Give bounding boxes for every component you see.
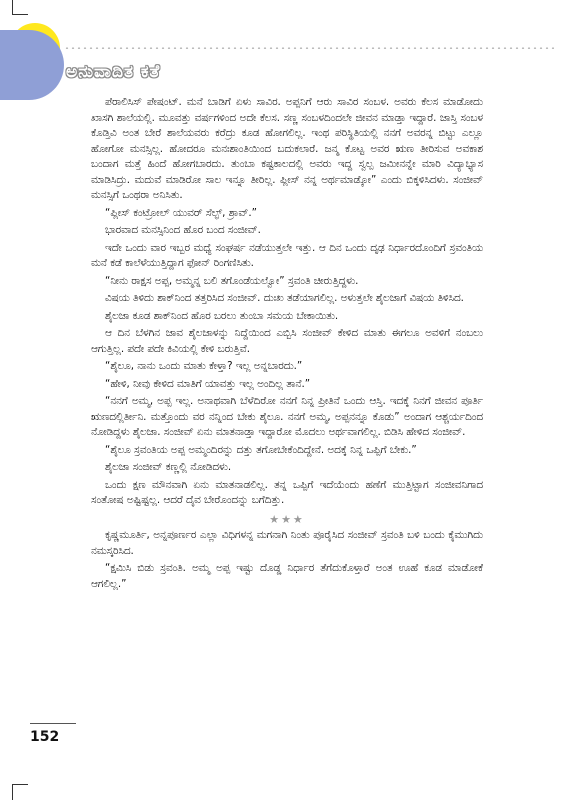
story-paragraph: “ನನಗೆ ಅಮ್ಮ, ಅಪ್ಪ ಇಲ್ಲ. ಅನಾಥವಾಗಿ ಬೆಳೆದಿರೋ ನನಗೆ ನಿನ್ನ ಪ್ರೀತಿನೆ ಒಂದು ಆಸ್ತಿ. ಇದಕ್ಕೆ ನಿನಗೆ ಜೀವನ ಪೂರ್ತಿ ಋಣದಲ್ಲಿರ್ತೀನಿ. ಮತ್ತೊಂದು ವರ ನನ್ನಿಂದ ಬೇಕು ಶೈಲೂ. ನನಗೆ ಅಮ್ಮ, ಅಪ್ಪನನ್ನೂ ಕೊಡು” ಅಂದಾಗ ಆಶ್ಚರ್ಯದಿಂದ ನೋಡಿದ್ದಳು ಶೈಲಜಾ. ಸಂಜೀವ್ ಏನು ಮಾತನಾಡ್ತಾ ಇದ್ದಾರೋ ಮೊದಲು ಅರ್ಥವಾಗಲಿಲ್ಲ. ಬಿಡಿಸಿ ಹೇಳಿದ ಸಂಜೀವ್. <box>91 395 483 438</box>
story-paragraph: ಒಂದು ಕ್ಷಣ ಮೌನವಾಗಿ ಏನು ಮಾತನಾಡಲಿಲ್ಲ. ತನ್ನ ಒಪ್ಪಿಗೆ ಇದೆಯೆಂದು ಹಣೆಗೆ ಮುತ್ತಿಟ್ಟಾಗ ಸಂಜೀವನಿಗಾದ ಸಂತೋಷ ಅಷ್ಟಿಷ್ಟಲ್ಲ. ಆದರೆ ದೈವ ಬೇರೊಂದನ್ನು ಬಗೆದಿತ್ತು. <box>91 478 483 506</box>
crop-mark-top <box>12 0 13 14</box>
story-paragraph: “ಶೈಲೂ, ನಾನು ಒಂದು ಮಾತು ಕೇಳ್ತಾ? ಇಲ್ಲ ಅನ್ನಬಾರದು.” <box>105 360 303 372</box>
story-paragraph: ಭಾರವಾದ ಮನಸ್ಸಿನಿಂದ ಹೊರ ಬಂದ ಸಂಜೀವ್. <box>105 224 261 236</box>
story-paragraph: ಶೈಲಜಾ ಕೂಡ ಶಾಕ್‌ನಿಂದ ಹೊರ ಬರಲು ತುಂಬಾ ಸಮಯ ಬೇಕಾಯಿತು. <box>105 309 339 322</box>
story-paragraph: ಆ ದಿನ ಬೆಳಗಿನ ಜಾವ ಶೈಲಜಾಳನ್ನು ನಿದ್ದೆಯಿಂದ ಎಬ್ಬಿಸಿ ಸಂಜೀವ್ ಕೇಳಿದ ಮಾತು ಈಗಲೂ ಅವಳಿಗೆ ನಂಬಲು ಆಗುತ್ತಿಲ್ಲ. ಪದೇ ಪದೇ ಕಿವಿಯಲ್ಲಿ ಕೇಳಿ ಬರುತ್ತಿವೆ. <box>91 327 483 355</box>
story-paragraph: “ಪ್ಲೀಸ್ ಕಂಟ್ರೋಲ್ ಯುವರ್ ಸೆಲ್ಫ್, ಶ್ರಾವ್.” <box>105 206 257 219</box>
story-paragraph: ಪೆರಾಲಿಸಿಸ್ ಪೇಷಂಟ್. ಮನೆ ಬಾಡಿಗೆ ಏಳು ಸಾವಿರ. ಅಪ್ಪನಿಗೆ ಆರು ಸಾವಿರ ಸಂಬಳ. ಅವರು ಕೆಲಸ ಮಾಡೋದು ಖಾಸಗಿ ಶಾಲೆಯಲ್ಲಿ. ಮೂವತ್ತು ವರ್ಷಗಳಿಂದ ಅದೇ ಕೆಲಸ. ಸಣ್ಣ ಸಂಬಳದಿಂದಲೇ ಜೀವನ ಮಾಡ್ತಾ ಇದ್ದಾರೆ. ಜಾಸ್ತಿ ಸಂಬಳ ಕೊಡ್ತಿವಿ ಅಂತ ಬೇರೆ ಶಾಲೆಯವರು ಕರೆದ್ರು ಕೂಡ ಹೋಗಲಿಲ್ಲ. ಇಂಥ ಪರಿಸ್ಥಿತಿಯಲ್ಲಿ ನನಗೆ ಅವರನ್ನ ಬಿಟ್ಟು ಎಲ್ಲೂ ಹೋಗೋ ಮನಸ್ಸಿಲ್ಲ. ಹೋದರೂ ಮನಃಶಾಂತಿಯಿಂದ ಬದುಕಲಾರೆ. ಜನ್ಮ ಕೊಟ್ಟ ಅವರ ಋಣ ತೀರಿಸುವ ಅವಕಾಶ ಬಂದಾಗ ಮತ್ತೆ ಹಿಂದೆ ಹೋಗಬಾರದು. ತುಂಬಾ ಕಷ್ಟಕಾಲದಲ್ಲಿ ಅವರು ಇದ್ದ ಸ್ವಲ್ಪ ಜಮೀನನ್ನೇ ಮಾರಿ ವಿದ್ಯಾಭ್ಯಾಸ ಮಾಡಿಸಿದ್ರು. ಮದುವೆ ಮಾಡಿರೋ ಸಾಲ ಇನ್ನೂ ತೀರಿಲ್ಲ. ಪ್ಲೀಸ್ ನನ್ನ ಅರ್ಥಮಾಡ್ಕೋ” ಎಂದು ಬಿಕ್ಕಳಿಸಿದಳು. ಸಂಜೀವ್ ಮನಸ್ಸಿಗೆ ಒಂಥರಾ ಅನಿಸಿತು. <box>91 96 483 201</box>
page-number-rule <box>30 723 76 724</box>
dotted-header-rule <box>64 47 554 49</box>
crop-mark-bottom-horizontal <box>12 784 28 785</box>
story-paragraph: “ಶೈಲೂ ಸ್ರವಂತಿಯ ಅಪ್ಪ ಅಮ್ಮಂದಿರನ್ನು ದತ್ತು ತಗೋಬೇಕೆಂದಿದ್ದೇನೆ. ಅದಕ್ಕೆ ನಿನ್ನ ಒಪ್ಪಿಗೆ ಬೇಕು.” <box>105 443 417 456</box>
decorative-blue-tab <box>0 30 64 100</box>
story-body <box>91 95 483 594</box>
page-number: 152 <box>30 729 60 745</box>
section-title: ಅನುವಾದಿತ ಕತೆ <box>66 62 161 82</box>
story-paragraph: ಇದೇ ಒಂದು ವಾರ ಇಬ್ಬರ ಮಧ್ಯೆ ಸಂಘರ್ಷ ನಡೆಯುತ್ತಲೇ ಇತ್ತು. ಆ ದಿನ ಒಂದು ದೃಢ ನಿರ್ಧಾರದೊಂದಿಗೆ ಸ್ರವಂತಿಯ ಮನೆ ಕಡೆ ಕಾಲೆಳೆಯುತ್ತಿದ್ದಾಗ ಫೋನ್ ರಿಂಗಣಿಸಿತು. <box>91 241 483 269</box>
story-paragraph: “ಹೇಳಿ, ನೀವು ಕೇಳಿದ ಮಾತಿಗೆ ಯಾವತ್ತು ಇಲ್ಲ ಅಂದಿಲ್ಲ ತಾನೆ.” <box>105 377 311 390</box>
story-paragraph: ಶೈಲಜಾ ಸಂಜೀವ್ ಕಣ್ಣಲ್ಲಿ ನೋಡಿದಳು. <box>105 461 232 473</box>
story-paragraph: ವಿಷಯ ತಿಳಿದು ಶಾಕ್‌ನಿಂದ ತತ್ತರಿಸಿದ ಸಂಜೀವ್. ದುಃಖ ತಡೆಯಾಗಲಿಲ್ಲ. ಅಳುತ್ತಲೇ ಶೈಲಜಾಗೆ ವಿಷಯ ತಿಳಿಸಿದ. <box>105 292 464 304</box>
closing-paragraph: ಕೃಷ್ಣಮೂರ್ತಿ, ಅನ್ನಪೂರ್ಣರ ಎಲ್ಲಾ ವಿಧಿಗಳನ್ನ ಮಗನಾಗಿ ನಿಂತು ಪೂರೈಸಿದ ಸಂಜೀವ್ ಸ್ರವಂತಿ ಬಳಿ ಬಂದು ಕೈಮುಗಿದು ನಮಸ್ಕರಿಸಿದ. <box>91 529 483 557</box>
closing-paragraph: “ಕ್ಷಮಿಸಿ ಬಿಡು ಸ್ರವಂತಿ. ಅಮ್ಮ ಅಪ್ಪ ಇಷ್ಟು ದೊಡ್ಡ ನಿರ್ಧಾರ ತೆಗೆದುಕೊಳ್ತಾರೆ ಅಂತ ಊಹೆ ಕೂಡ ಮಾಡೋಕೆ ಆಗಲಿಲ್ಲ.” <box>91 562 483 590</box>
section-divider-stars: ★★★ <box>269 512 305 526</box>
crop-mark-top-horizontal <box>12 14 28 15</box>
crop-mark-bottom <box>12 784 13 800</box>
story-paragraph: “ನೀನು ರಾಕ್ಷಸ ಅಪ್ಪ, ಅಮ್ಮನ್ನ ಬಲಿ ತಗೊಂಡೆಯಲ್ವೋ” ಸ್ರವಂತಿ ಚೀರುತ್ತಿದ್ದಳು. <box>105 274 359 287</box>
